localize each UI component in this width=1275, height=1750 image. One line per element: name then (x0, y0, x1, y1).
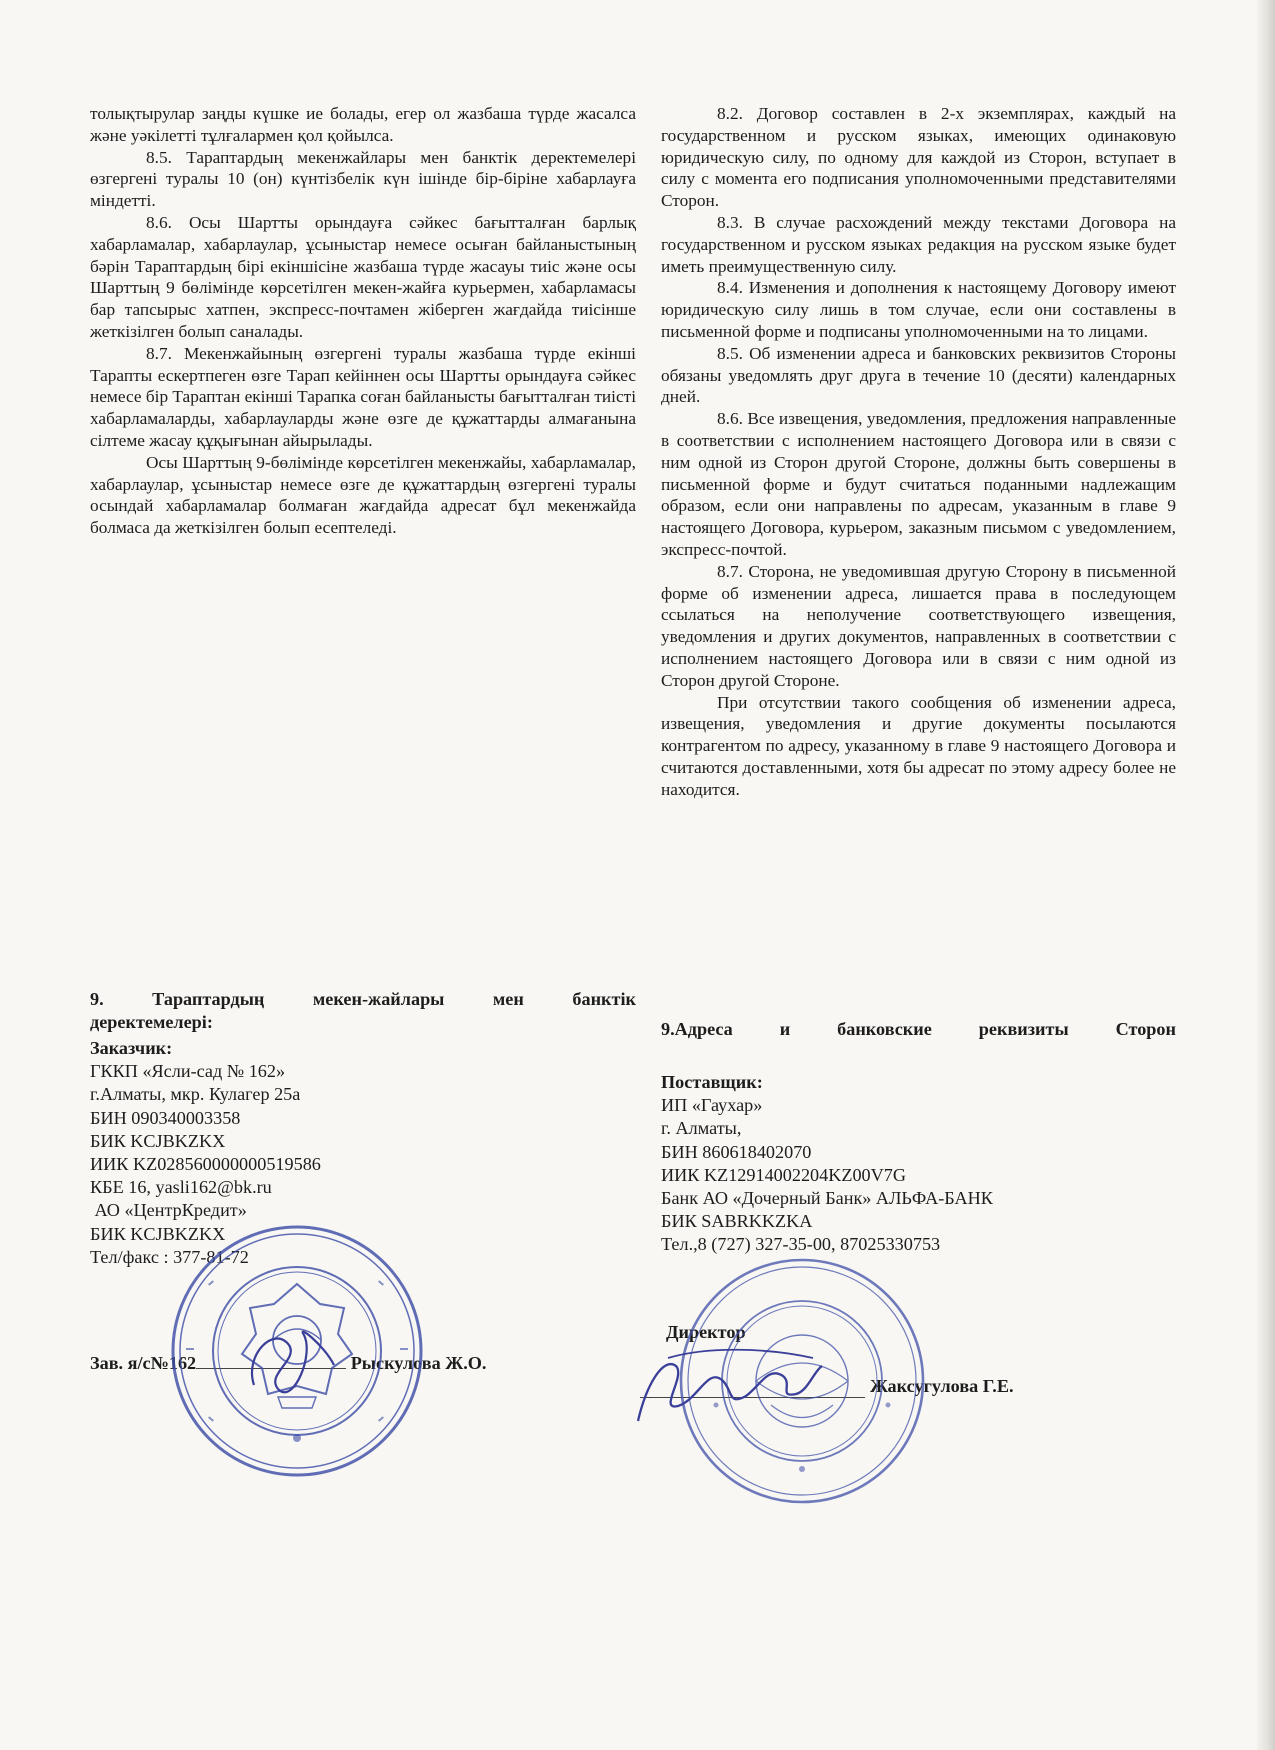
customer-line: Тел/факс : 377-81-72 (90, 1246, 249, 1267)
customer-line: БИК KCJBKZKX (90, 1130, 226, 1151)
ru-paragraph-8-5: 8.5. Об изменении адреса и банковских реквизитов Стороны обязаны уведомлять друг друга в течение 10 (десяти) календарных дней. (661, 343, 1176, 407)
supplier-label: Поставщик: (661, 1072, 763, 1092)
supplier-line: БИК SABRKKZKA (661, 1211, 813, 1232)
kz-paragraph-final: Осы Шарттың 9-бөлімінде көрсетілген мекенжайы, хабарламалар, хабарлаулар, ұсыныстар немесе өзге де құжаттардың өзгергені туралы осындай хабарламалар болмаған жағдайда адресат бұл мекенжайда болмаса да жеткізілген болып есептеледі. (90, 452, 636, 538)
page-edge-shadow (1257, 0, 1275, 1750)
supplier-sign-name: Жаксугулова Г.Е. (870, 1376, 1014, 1396)
supplier-line: ИИК KZ12914002204KZ00V7G (661, 1164, 907, 1185)
customer-line: ИИК KZ028560000000519586 (90, 1154, 321, 1175)
supplier-signature (628, 1336, 828, 1436)
customer-line: ГККП «Ясли-сад № 162» (90, 1061, 286, 1082)
kz-section-9-heading (90, 988, 636, 1034)
supplier-line: Тел.,8 (727) 327-35-00, 87025330753 (661, 1234, 941, 1255)
customer-line: КБЕ 16, yasli162@bk.ru (90, 1177, 272, 1198)
customer-details (90, 1037, 540, 1269)
supplier-signature-underline (640, 1397, 865, 1398)
customer-sign-name: Рыскулова Ж.О. (350, 1353, 487, 1373)
ru-paragraph-final: При отсутствии такого сообщения об изменении адреса, извещения, уведомления и другие документы посылаются контрагентом по адресу, указанному в главе 9 настоящего Договора и считаются доставленными, хотя бы адресат по этому адресу более не находится. (661, 692, 1176, 799)
russian-text-column (661, 103, 1176, 801)
supplier-details (661, 1071, 1161, 1257)
customer-line: г.Алматы, мкр. Кулагер 25а (90, 1084, 301, 1105)
supplier-line: БИН 860618402070 (661, 1141, 812, 1162)
ru-paragraph-8-3: 8.3. В случае расхождений между текстами Договора на государственном и русском языках редакция на русском языке будет иметь преимущественную силу. (661, 212, 1176, 276)
supplier-line: Банк АО «Дочерный Банк» АЛЬФА-БАНК (661, 1188, 993, 1209)
ru-paragraph-8-6: 8.6. Все извещения, уведомления, предложения направленные в соответствии с исполнением настоящего Договора или в связи с ним одной из Сторон другой Стороне, должны быть совершены в письменной форме и будут считаться поданными надлежащим образом, если они направлены по адресам, указанным в главе 9 настоящего Договора, курьером, заказным письмом с уведомлением, экспресс-почтой. (661, 409, 1176, 559)
customer-sign-title: Зав. я/с№162 (90, 1353, 197, 1373)
ru-section-9-heading: 9.Адреса и банковские реквизиты Сторон (661, 1019, 1176, 1039)
customer-signature-line (90, 1352, 550, 1375)
customer-line: АО «ЦентрКредит» (90, 1200, 247, 1221)
kz-paragraph-cont: толықтырулар заңды күшке ие болады, егер ол жазбаша түрде жасалса және уәкілетті тұлғалармен қол қойылса. (90, 104, 636, 145)
kz-heading-line1: 9. Тараптардың мекен-жайлары мен банктік (90, 989, 636, 1009)
kazakh-text-column (90, 103, 636, 539)
kz-heading-line2: деректемелері: (90, 1012, 213, 1033)
supplier-line: г. Алматы, (661, 1118, 742, 1139)
ru-paragraph-8-2: 8.2. Договор составлен в 2-х экземплярах, каждый на государственном и русском языках, имеющих одинаковую юридическую силу, по одному для каждой из Сторон, вступает в силу с момента его подписания уполномоченными представителями Сторон. (661, 104, 1176, 211)
ru-paragraph-8-4: 8.4. Изменения и дополнения к настоящему Договору имеют юридическую силу лишь в том случае, если они составлены в письменной форме и подписаны уполномоченными на то лицами. (661, 278, 1176, 341)
customer-label: Заказчик: (90, 1038, 173, 1058)
customer-line: БИК KCJBKZKX (90, 1223, 226, 1244)
director-label: Директор (666, 1322, 746, 1342)
supplier-line: ИП «Гаухар» (661, 1095, 763, 1116)
kz-paragraph-8-7: 8.7. Мекенжайының өзгергені туралы жазбаша түрде екінші Тарапты ескертпеген өзге Тарап кейіннен осы Шартты орындауға сәйкес немесе бір Тараптан екінші Тарапка соған байланысты бағытталған тиісті хабарламаларды, хабарлауларды және өзге де құжаттарды алмағанына сілтеме жасау құқығынан айырылады. (90, 343, 636, 450)
ru-paragraph-8-7: 8.7. Сторона, не уведомившая другую Сторону в письменной форме об изменении адреса, лишается права в последующем ссылаться на неполучение соответствующего извещения, уведомления и других документов, направленных в соответствии с исполнением настоящего Договора или в связи с ним одной из Сторон другой Стороне. (661, 561, 1176, 690)
customer-line: БИН 090340003358 (90, 1107, 241, 1128)
kz-paragraph-8-6: 8.6. Осы Шартты орындауға сәйкес бағытталған барлық хабарламалар, хабарлаулар, ұсыныстар немесе осыған байланыстының бәрін Тараптардың бірі екіншісіне жазбаша түрде жасауы тиіс және осы Шарттың 9 бөлімінде көрсетілген мекен-жайға курьермен, хабарламасы бар тапсырыс хатпен, экспресс-почтамен жіберген жағдайда тиісінше жеткізілген болып саналады. (90, 212, 636, 341)
kz-paragraph-8-5: 8.5. Тараптардың мекенжайлары мен банктік деректемелері өзгергені туралы 10 (он) күнтізбелік күн ішінде бір-біріне хабарлауға міндетті. (90, 147, 636, 211)
